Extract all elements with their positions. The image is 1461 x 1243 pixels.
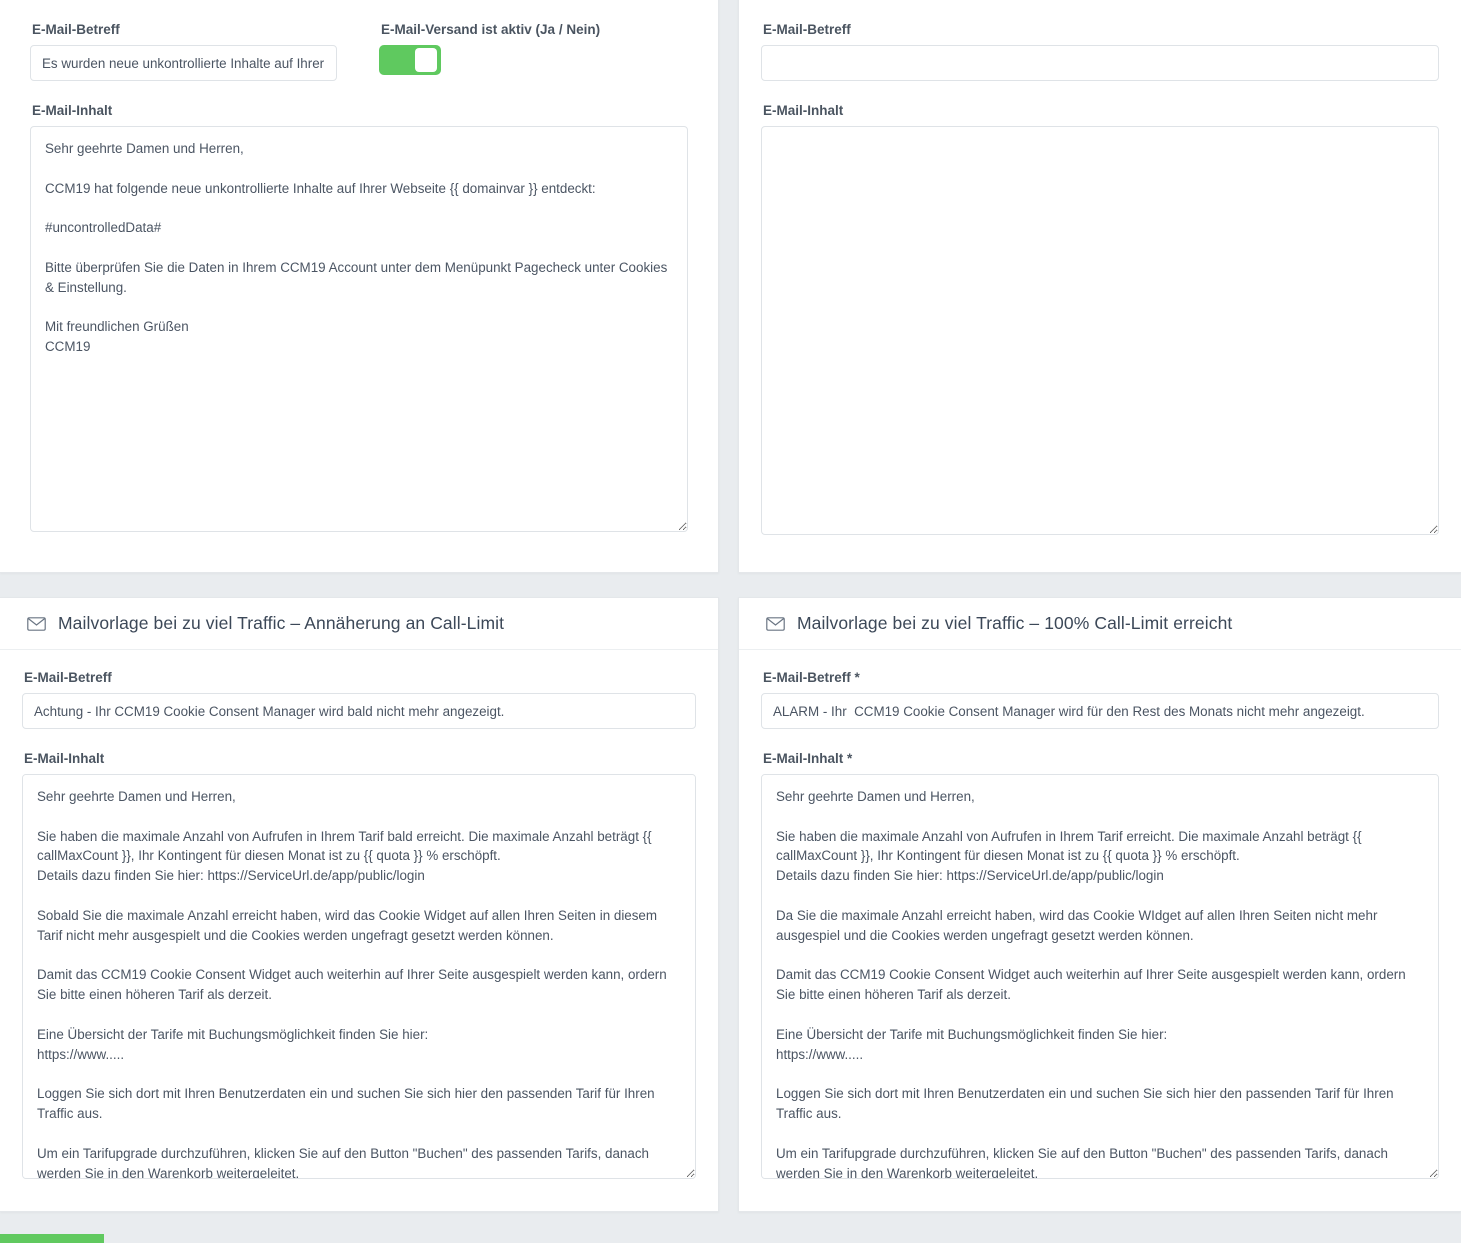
traffic-approach-subject-input[interactable]	[22, 693, 696, 729]
traffic-limit-body-group	[761, 751, 1439, 1184]
mail-icon	[765, 614, 785, 634]
traffic-limit-header	[739, 598, 1461, 650]
traffic-approach-subject-label: E-Mail-Betreff	[24, 670, 112, 685]
uncontrolled-body-textarea[interactable]	[30, 126, 688, 532]
traffic-approach-title: Mailvorlage bei zu viel Traffic – Annäherung an Call-Limit	[58, 613, 505, 633]
uncontrolled-subject-label: E-Mail-Betreff	[32, 22, 120, 37]
empty-subject-label: E-Mail-Betreff	[763, 22, 851, 37]
traffic-approach-body-label: E-Mail-Inhalt	[24, 751, 105, 766]
traffic-approach-body-group	[22, 751, 696, 1184]
traffic-limit-title: Mailvorlage bei zu viel Traffic – 100% Call-Limit erreicht	[797, 613, 1233, 633]
uncontrolled-body-group	[30, 103, 688, 537]
traffic-approach-header	[0, 598, 718, 650]
card-empty-body	[739, 0, 1461, 540]
uncontrolled-subject-group	[30, 22, 337, 81]
traffic-limit-body-textarea[interactable]	[761, 774, 1439, 1179]
bottom-progress-fill	[0, 1234, 104, 1243]
card-uncontrolled-content-mail	[0, 0, 719, 573]
mail-icon	[26, 614, 46, 634]
traffic-approach-body-textarea[interactable]	[22, 774, 696, 1179]
empty-body-label: E-Mail-Inhalt	[763, 103, 844, 118]
bottom-progress-bar	[0, 1234, 1461, 1243]
card-traffic-limit	[738, 597, 1461, 1212]
uncontrolled-mail-active-toggle[interactable]	[379, 45, 441, 75]
uncontrolled-top-row	[30, 22, 688, 81]
card-uncontrolled-body	[0, 0, 718, 537]
empty-body-textarea[interactable]	[761, 126, 1439, 535]
card-traffic-approach	[0, 597, 719, 1212]
uncontrolled-subject-input[interactable]	[30, 45, 337, 81]
empty-body-group	[761, 103, 1439, 540]
uncontrolled-toggle-group	[379, 22, 639, 75]
traffic-limit-body-label: E-Mail-Inhalt *	[763, 751, 853, 766]
traffic-approach-body	[0, 650, 718, 1184]
traffic-limit-subject-input[interactable]	[761, 693, 1439, 729]
card-empty-mail-template	[738, 0, 1461, 573]
toggle-knob	[415, 48, 437, 72]
empty-subject-input[interactable]	[761, 45, 1439, 81]
uncontrolled-body-label: E-Mail-Inhalt	[32, 103, 113, 118]
uncontrolled-toggle-label: E-Mail-Versand ist aktiv (Ja / Nein)	[381, 22, 601, 37]
traffic-limit-body	[739, 650, 1461, 1184]
traffic-limit-subject-label: E-Mail-Betreff *	[763, 670, 860, 685]
